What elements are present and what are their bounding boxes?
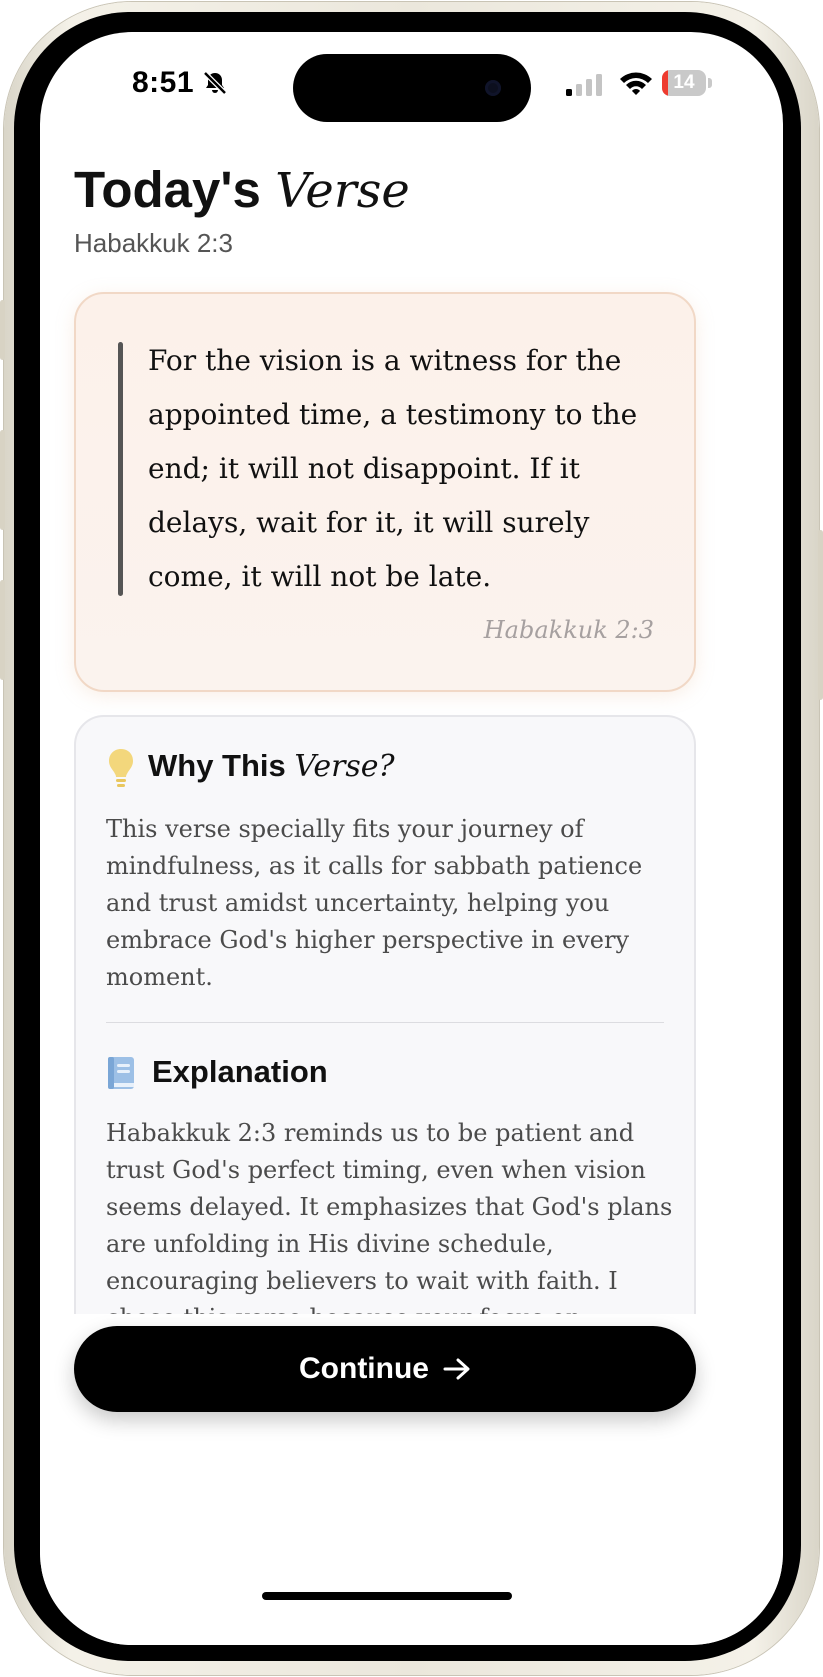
book-icon [106,1055,136,1091]
explanation-body: Habakkuk 2:3 reminds us to be patient and trust God's perfect timing, even when vision seems delayed. It emphasizes that God's plans are unfolding in His divine schedule, encouraging believers to wait with faith. I [106,1119,673,1295]
page-title-prefix: Today's [74,161,261,218]
dynamic-island [293,54,531,122]
side-button [0,300,5,360]
lightbulb-icon [106,747,136,789]
section-divider [106,1022,664,1023]
why-section-body: This verse specially fits your journey of mindfulness, as it calls for sabbath patience and trust amidst uncertainty, helping you embrace God's higher perspective in every moment. [106,815,643,991]
bell-slash-icon [202,70,228,96]
battery-icon [662,70,710,96]
home-indicator[interactable] [262,1592,512,1600]
why-title-emphasis: Verse? [294,749,395,784]
continue-label: Continue [299,1352,429,1385]
verse-card-reference: Habakkuk 2:3 [483,616,654,644]
quote-bar [118,342,123,596]
explanation-title: Explanation [152,1054,328,1089]
screen [40,32,783,1645]
status-time: 8:51 [132,66,195,99]
page-title-emphasis: Verse [275,163,410,219]
side-button [0,580,5,680]
verse-text: For the vision is a witness for the appointed time, a testimony to the end; it will not disappoint. If it delays, wait for it, it will surely come, it will not be late. [148,344,638,593]
wifi-icon [618,70,654,96]
cellular-signal-icon [566,74,604,96]
side-button [818,530,823,700]
why-title-prefix: Why This [148,748,286,783]
side-button [0,430,5,530]
arrow-right-icon [443,1358,471,1380]
why-section-title [148,748,395,784]
battery-level: 14 [673,72,695,93]
continue-button[interactable] [74,1326,696,1412]
verse-reference-subtitle: Habakkuk 2:3 [74,228,233,258]
verse-card [74,292,696,692]
camera-icon [485,80,501,96]
page-title [74,160,410,219]
